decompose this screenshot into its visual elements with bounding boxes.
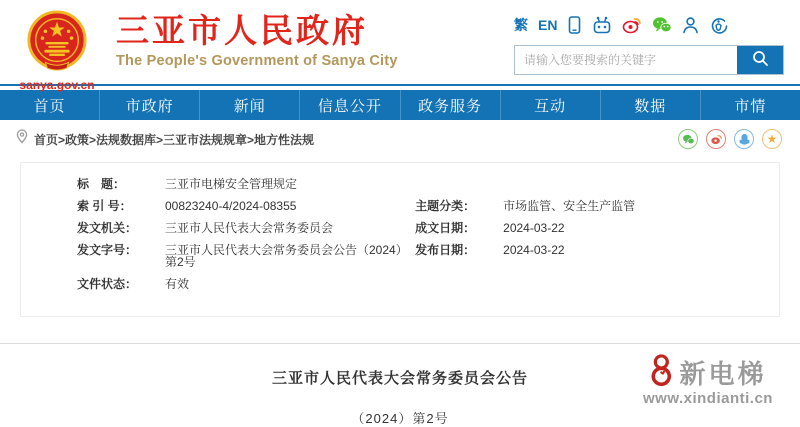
nav-item-interaction[interactable]: 互动 bbox=[500, 90, 600, 120]
meta-value: 有效 bbox=[165, 277, 190, 291]
mobile-icon[interactable] bbox=[567, 16, 582, 35]
meta-label: 发布日期： bbox=[415, 243, 476, 257]
meta-row-written-date bbox=[415, 222, 779, 234]
lang-traditional-link[interactable]: 繁 bbox=[514, 17, 528, 33]
meta-value: 三亚市人民代表大会常务委员会公告（2024）第2号 bbox=[165, 243, 408, 269]
national-emblem-icon bbox=[26, 10, 88, 77]
meta-value: 2024-03-22 bbox=[503, 221, 565, 235]
quick-links-row bbox=[514, 13, 784, 37]
meta-label: 索 引 号： bbox=[77, 199, 132, 213]
watermark-site: www.xindianti.cn bbox=[643, 390, 773, 407]
accessibility-icon[interactable] bbox=[709, 16, 728, 35]
meta-row-index-no bbox=[77, 200, 415, 212]
meta-value: 三亚市人民代表大会常务委员会 bbox=[165, 221, 334, 235]
meta-value: 三亚市电梯安全管理规定 bbox=[165, 177, 298, 191]
watermark bbox=[624, 353, 792, 407]
robot-icon[interactable] bbox=[592, 16, 612, 35]
section-divider bbox=[0, 343, 800, 344]
meta-value: 2024-03-22 bbox=[503, 243, 565, 257]
nav-item-city-gov[interactable]: 市政府 bbox=[99, 90, 199, 120]
nav-item-gov-services[interactable]: 政务服务 bbox=[400, 90, 500, 120]
site-subtitle: The People's Government of Sanya City bbox=[116, 52, 398, 69]
meta-value: 00823240-4/2024-08355 bbox=[165, 199, 297, 213]
meta-row-status bbox=[77, 278, 415, 290]
meta-row-publish-date bbox=[415, 244, 779, 256]
site-title-block bbox=[116, 10, 398, 69]
qq-share-icon[interactable] bbox=[734, 129, 754, 149]
meta-col-left bbox=[21, 178, 415, 300]
search-input[interactable] bbox=[515, 46, 737, 74]
meta-value: 市场监管、安全生产监管 bbox=[503, 199, 636, 213]
meta-label: 成文日期： bbox=[415, 221, 476, 235]
nav-item-home[interactable]: 首页 bbox=[33, 97, 66, 115]
search-button[interactable] bbox=[737, 46, 783, 74]
meta-row-title bbox=[77, 178, 415, 190]
user-icon[interactable] bbox=[682, 16, 699, 34]
wechat-share-icon[interactable] bbox=[678, 129, 698, 149]
nav-item-data[interactable]: 数据 bbox=[600, 90, 700, 120]
meta-label: 主题分类： bbox=[415, 199, 476, 213]
site-title: 三亚市人民政府 bbox=[116, 12, 368, 49]
meta-row-topic-category bbox=[415, 200, 779, 212]
site-header bbox=[0, 0, 800, 92]
header-tools bbox=[514, 10, 784, 75]
lang-english-link[interactable]: EN bbox=[538, 17, 558, 33]
nav-item-info-disclosure[interactable]: 信息公开 bbox=[299, 90, 399, 120]
meta-row-issuing-agency bbox=[77, 222, 415, 234]
weibo-share-icon[interactable] bbox=[706, 129, 726, 149]
favorite-star-icon[interactable]: ★ bbox=[762, 129, 782, 149]
main-nav bbox=[0, 90, 800, 120]
meta-label: 发文机关： bbox=[77, 221, 138, 235]
meta-col-right bbox=[415, 178, 779, 300]
search-icon bbox=[752, 50, 769, 70]
location-pin-icon bbox=[16, 129, 28, 149]
document-number: （2024）第2号 bbox=[351, 411, 449, 426]
document-meta-box bbox=[20, 162, 780, 317]
breadcrumb[interactable]: 首页>政策>法规数据库>三亚市法规规章>地方性法规 bbox=[34, 132, 315, 147]
watermark-brand: 新电梯 bbox=[679, 359, 767, 389]
site-logo[interactable] bbox=[14, 10, 100, 92]
nav-item-city-profile[interactable]: 市情 bbox=[700, 90, 800, 120]
search-bar bbox=[514, 45, 784, 75]
breadcrumb-row bbox=[0, 120, 800, 157]
meta-label: 标 题： bbox=[77, 177, 126, 191]
meta-label: 文件状态： bbox=[77, 277, 138, 291]
weibo-icon[interactable] bbox=[622, 16, 642, 34]
meta-label: 发文字号： bbox=[77, 243, 138, 257]
share-row bbox=[678, 129, 782, 149]
xindianti-logo-icon bbox=[649, 353, 675, 392]
meta-row-doc-number bbox=[77, 244, 415, 268]
logo-domain-text: sanya.gov.cn bbox=[19, 78, 95, 92]
nav-item-news[interactable]: 新闻 bbox=[199, 90, 299, 120]
wechat-icon[interactable] bbox=[652, 16, 672, 34]
document-title: 三亚市人民代表大会常务委员会公告 bbox=[271, 370, 528, 387]
